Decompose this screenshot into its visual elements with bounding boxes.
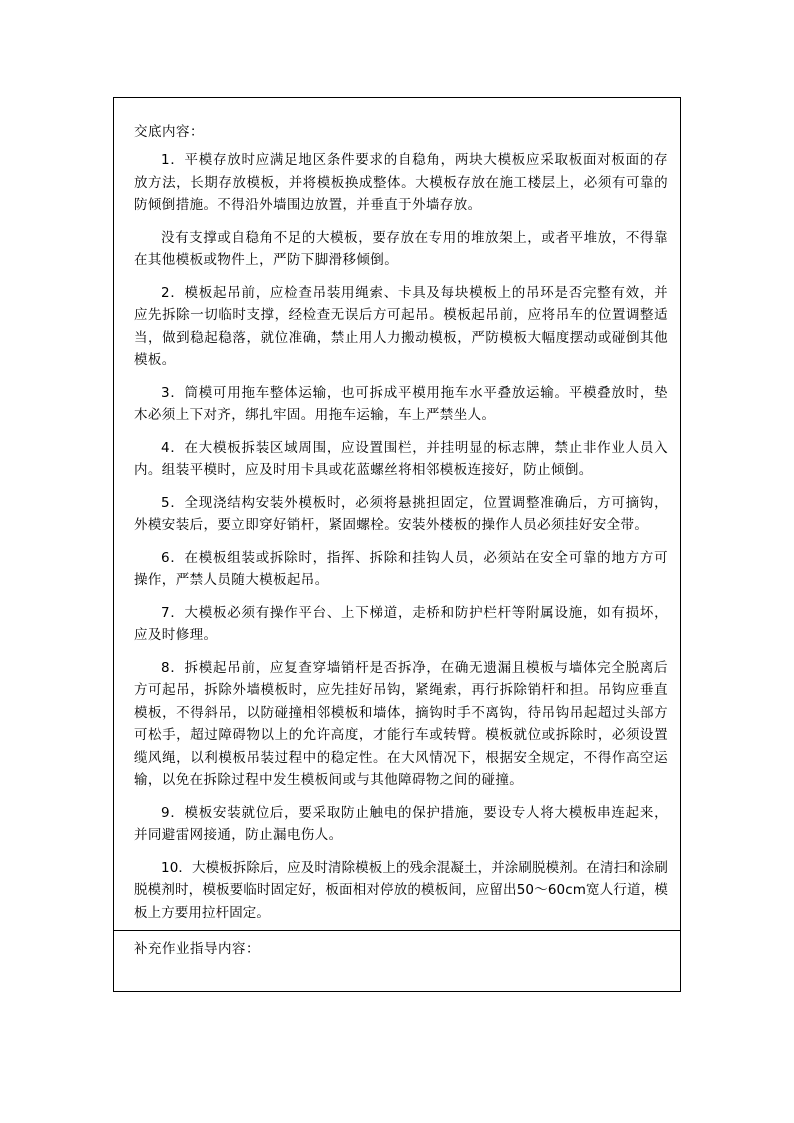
disclosure-table xyxy=(113,97,681,992)
paragraph-8: 8．拆模起吊前，应复查穿墙销杆是否拆净，在确无遗漏且模板与墙体完全脱离后方可起吊，拆除外墙模板时，应先挂好吊钩，紧绳索，再行拆除销杆和担。吊钩应垂直模板，不得斜吊，以防碰撞相邻模板和墙体，摘钩时手不离钩，待吊钩吊起超过头部方可松手，超过障碍物以上的允许高度，才能行车或转臂。模板就位或拆除时，必须设置缆风绳，以利模板吊装过程中的稳定性。在大风情况下，根据安全规定，不得作高空运输，以免在拆除过程中发生模板间或与其他障碍物之间的碰撞。 xyxy=(134,659,668,788)
supplementary-guidance-cell xyxy=(114,931,680,991)
paragraph-4: 4．在大模板拆装区域周围，应设置围栏，并挂明显的标志牌，禁止非作业人员入内。组装平模时，应及时用卡具或花蓝螺丝将相邻模板连接好，防止倾倒。 xyxy=(134,439,668,478)
paragraph-9: 9．模板安装就位后，要采取防止触电的保护措施，要设专人将大模板串连起来，并同避雷网接通，防止漏电伤人。 xyxy=(134,804,668,843)
paragraph-3: 3．筒模可用拖车整体运输，也可拆成平模用拖车水平叠放运输。平模叠放时，垫木必须上下对齐，绑扎牢固。用拖车运输，车上严禁坐人。 xyxy=(134,384,668,423)
paragraph-6: 6．在模板组装或拆除时，指挥、拆除和挂钩人员，必须站在安全可靠的地方方可操作，严禁人员随大模板起吊。 xyxy=(134,549,668,588)
supplementary-heading: 补充作业指导内容： xyxy=(134,941,260,957)
paragraph-1: 1．平模存放时应满足地区条件要求的自稳角，两块大模板应采取板面对板面的存放方法，长期存放模板，并将模板换成整体。大模板存放在施工楼层上，必须有可靠的防倾倒措施。不得沿外墙围边放置，并垂直于外墙存放。 xyxy=(134,152,668,213)
paragraph-5: 5．全现浇结构安装外模板时，必须将悬挑担固定，位置调整准确后，方可摘钩，外模安装后，要立即穿好销杆，紧固螺栓。安装外楼板的操作人员必须挂好安全带。 xyxy=(134,494,668,533)
disclosure-content-cell xyxy=(114,98,680,931)
paragraph-2: 2．模板起吊前，应检查吊装用绳索、卡具及每块模板上的吊环是否完整有效，并应先拆除一切临时支撑，经检查无误后方可起吊。模板起吊前，应将吊车的位置调整适当，做到稳起稳落，就位准确，禁止用人力搬动模板，严防模板大幅度摆动或碰倒其他模板。 xyxy=(134,284,668,368)
paragraph-7: 7．大模板必须有操作平台、上下梯道，走桥和防护栏杆等附属设施，如有损坏，应及时修理。 xyxy=(134,604,668,643)
paragraph-10: 10．大模板拆除后，应及时清除模板上的残余混凝土，并涂刷脱模剂。在清扫和涂刷脱模剂时，模板要临时固定好，板面相对停放的模板间，应留出50～60cm宽人行道，模板上方要用拉杆固定。 xyxy=(134,859,668,921)
content-heading: 交底内容： xyxy=(134,124,204,140)
paragraph-1-supplement: 没有支撑或自稳角不足的大模板，要存放在专用的堆放架上，或者平堆放，不得靠在其他模板或物件上，严防下脚滑移倾倒。 xyxy=(134,229,668,268)
